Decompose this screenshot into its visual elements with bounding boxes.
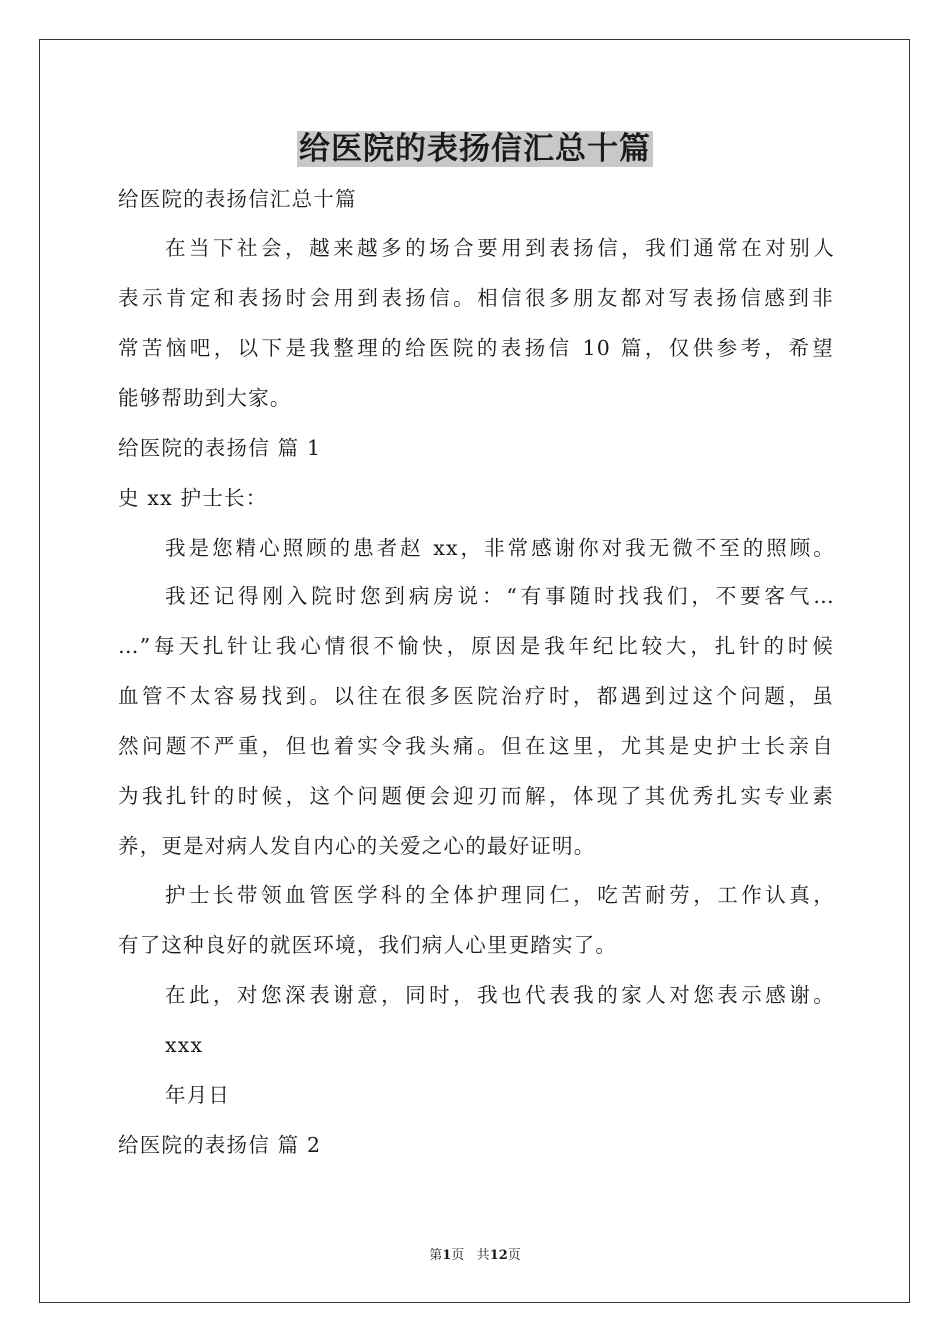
paragraph-line: 为我扎针的时候，这个问题便会迎刃而解，体现了其优秀扎实专业素 [118,784,834,808]
paragraph-line: 能够帮助到大家。 [118,386,292,410]
page-suffix: 页 [451,1248,465,1263]
paragraph-line: 常苦恼吧，以下是我整理的给医院的表扬信 10 篇，仅供参考，希望 [118,336,834,360]
paragraph-line: 养，更是对病人发自内心的关爱之心的最好证明。 [118,834,596,858]
total-suffix: 页 [507,1248,521,1263]
paragraph-line: 在此，对您深表谢意，同时，我也代表我的家人对您表示感谢。 [165,983,835,1007]
page-number: 1 [442,1248,452,1263]
total-prefix: 共 [476,1248,490,1263]
page-footer [0,1247,950,1265]
paragraph-line: 血管不太容易找到。以往在很多医院治疗时，都遇到过这个问题，虽 [118,684,834,708]
signature: xxx [165,1033,204,1057]
paragraph-line: 表示肯定和表扬时会用到表扬信。相信很多朋友都对写表扬信感到非 [118,286,834,310]
paragraph-line: 我是您精心照顾的患者赵 xx，非常感谢你对我无微不至的照顾。 [165,536,835,560]
paragraph-line: 我还记得刚入院时您到病房说：“有事随时找我们，不要客气… [165,584,835,608]
date-line: 年月日 [165,1083,231,1107]
paragraph-line: 然问题不严重，但也着实令我头痛。但在这里，尤其是史护士长亲自 [118,734,834,758]
paragraph-line: 在当下社会，越来越多的场合要用到表扬信，我们通常在对别人 [165,236,835,260]
document-title [0,128,950,170]
salutation: 史 xx 护士长： [118,486,268,510]
paragraph-line: 护士长带领血管医学科的全体护理同仁，吃苦耐劳，工作认真， [165,883,835,907]
paragraph-line: …”每天扎针让我心情很不愉快，原因是我年纪比较大，扎针的时候 [118,634,834,658]
page-border [39,39,910,1303]
page-prefix: 第 [429,1248,443,1263]
section-heading: 给医院的表扬信 篇 2 [118,1133,322,1157]
total-pages: 12 [489,1248,508,1263]
section-heading: 给医院的表扬信 篇 1 [118,436,322,460]
document-title-text: 给医院的表扬信汇总十篇 [299,131,651,167]
subtitle-line: 给医院的表扬信汇总十篇 [118,187,357,211]
paragraph-line: 有了这种良好的就医环境，我们病人心里更踏实了。 [118,933,618,957]
